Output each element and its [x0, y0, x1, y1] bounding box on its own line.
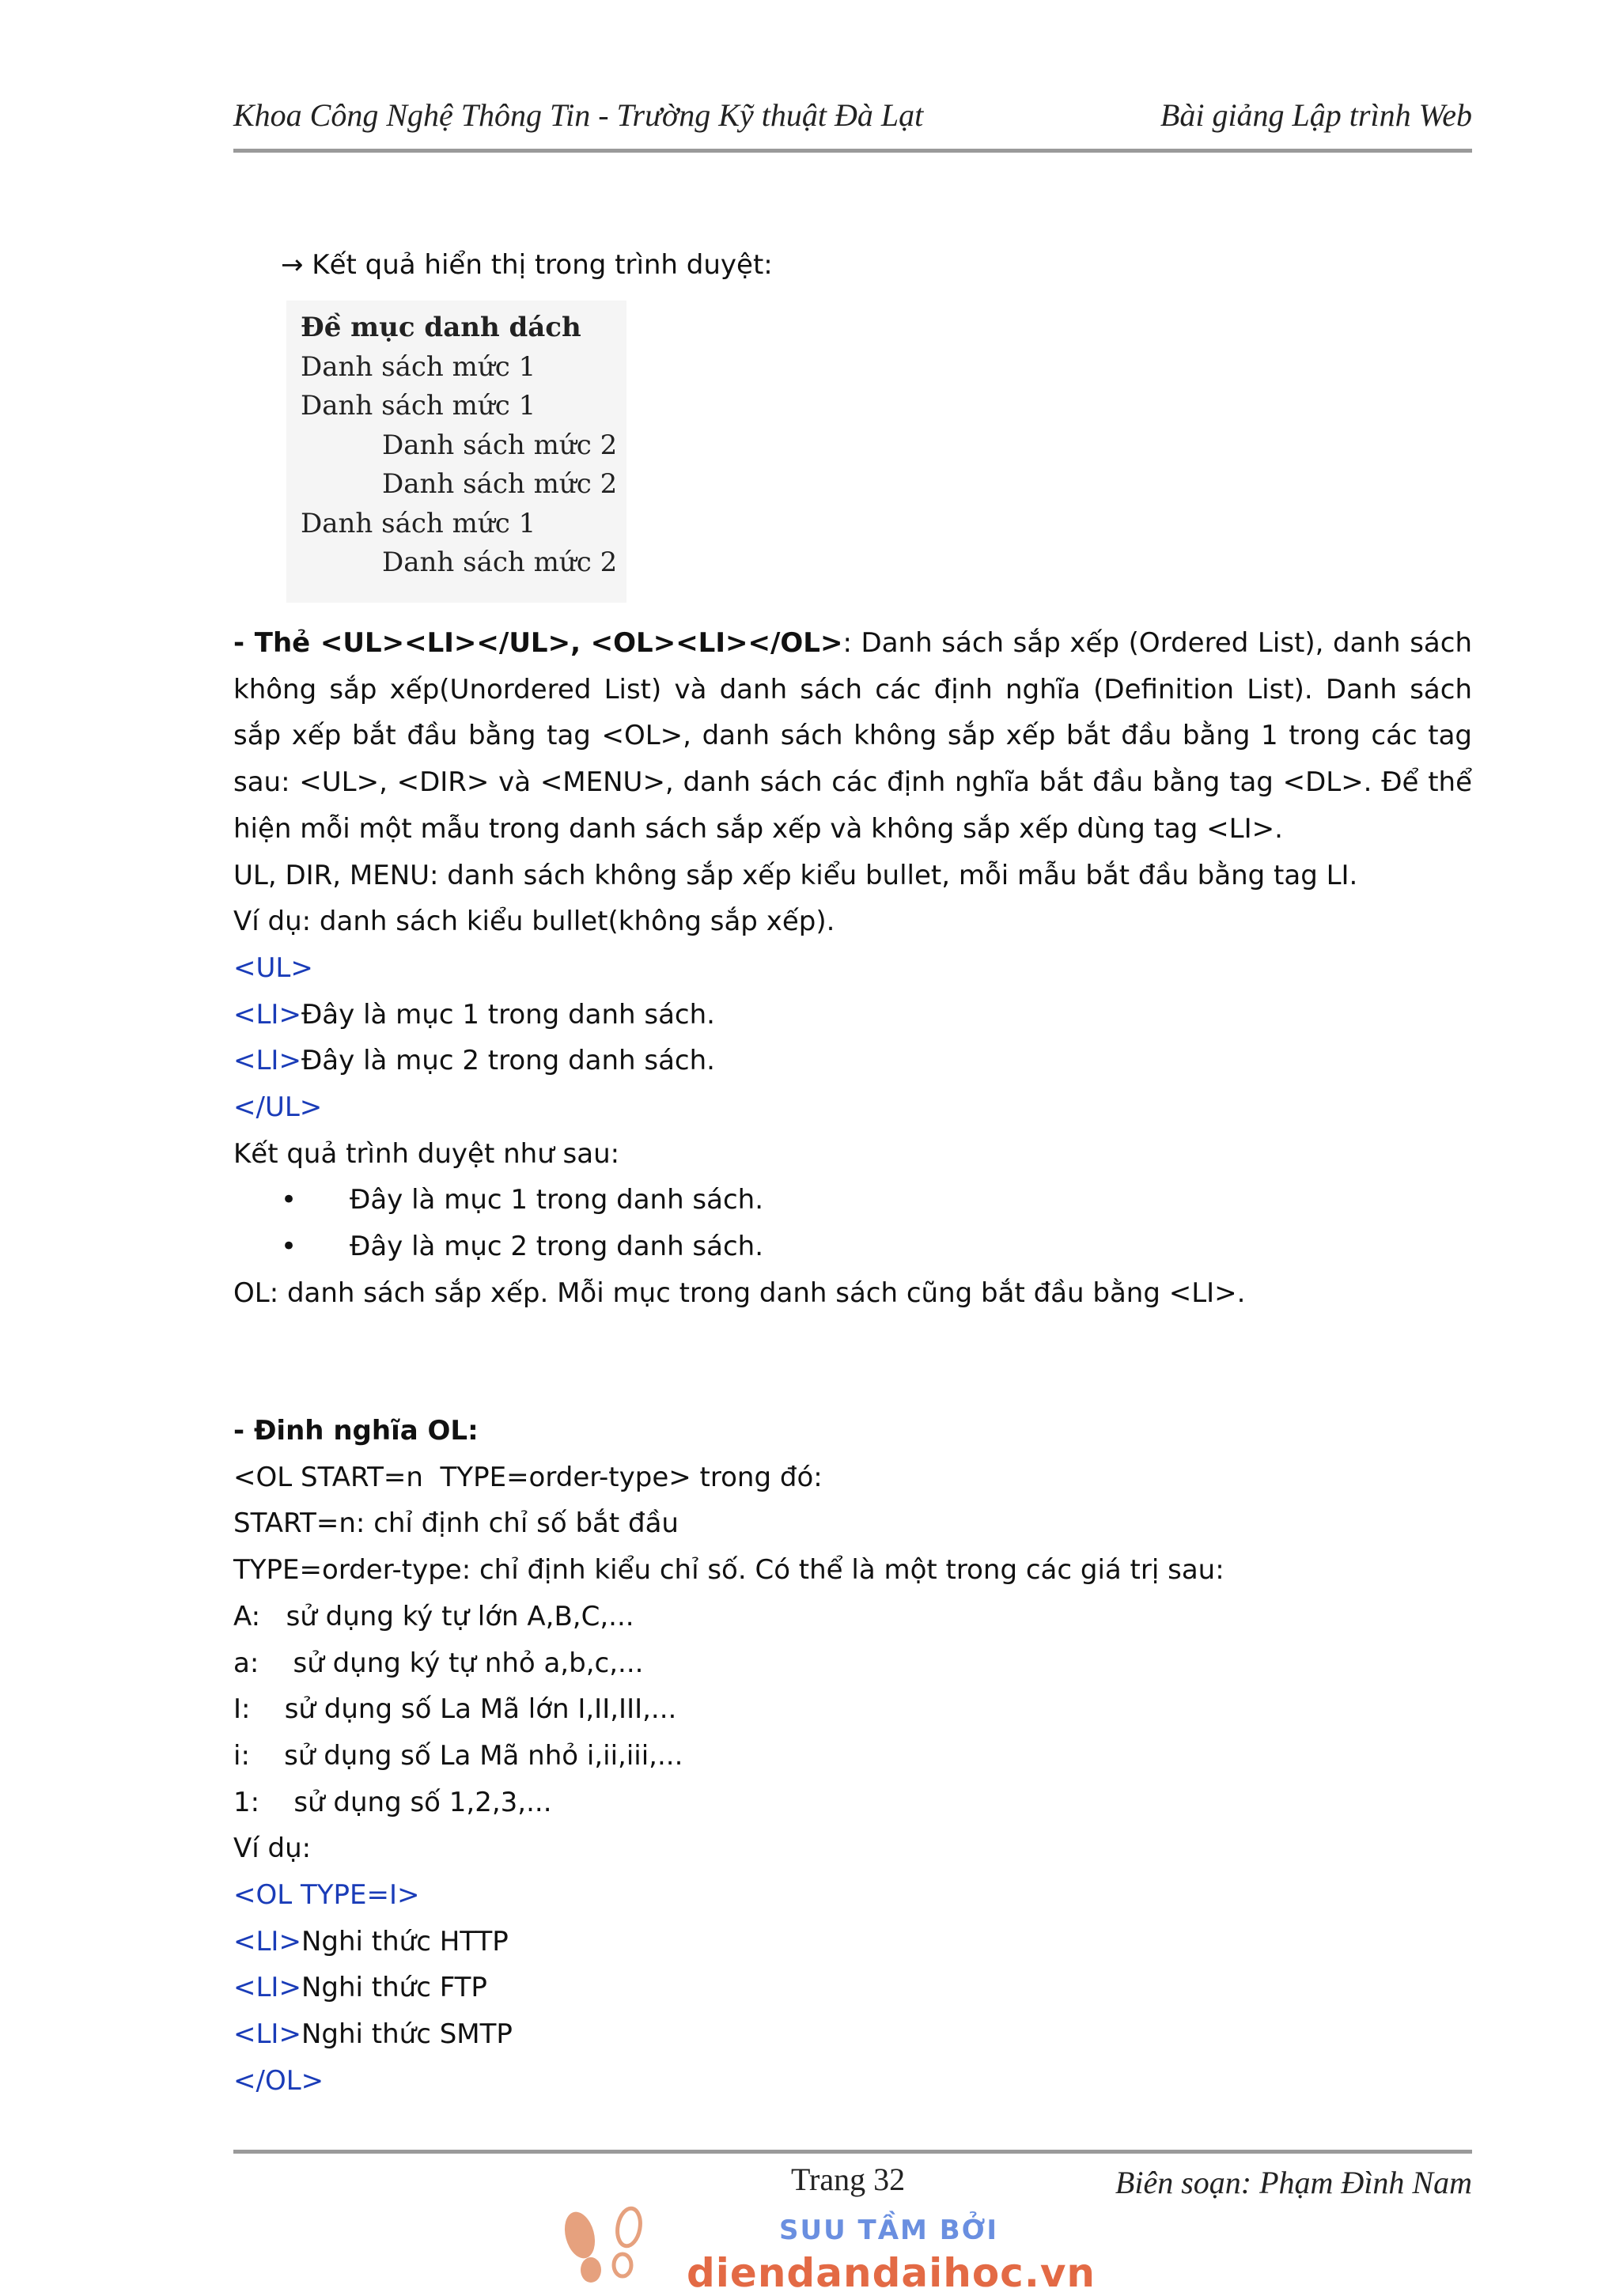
- type-option: [233, 1640, 1472, 1687]
- type-value: sử dụng số La Mã nhỏ i,ii,iii,...: [284, 1739, 683, 1772]
- type-value: sử dụng ký tự lớn A,B,C,...: [286, 1600, 634, 1632]
- code-ol-open: <OL TYPE=I>: [233, 1879, 420, 1912]
- render-item: Danh sách mức 1: [301, 390, 536, 422]
- bullet-dot-icon: •: [281, 1184, 297, 1216]
- code-li-line: [233, 1038, 1472, 1084]
- section1-text: : Danh sách sắp xếp (Ordered List), danh sách không sắp xếp(Unordered List) và danh sách các định nghĩa (Definition List). Danh sách sắp xếp bắt đầu bằng tag <OL>, danh sách không sắp xếp bắt đầu bằng 1 trong các tag sau: <UL>, <DIR> và <MENU>, danh sách các định nghĩa bắt đầu bằng tag <DL>. Để thể hiện mỗi một mẫu trong danh sách sắp xếp và không sắp xếp dùng tag <LI>.: [233, 627, 1472, 845]
- code-li-line: [233, 992, 1472, 1038]
- type-key: 1:: [233, 1786, 260, 1818]
- header-rule: [233, 149, 1472, 153]
- example-line: Ví dụ:: [233, 1833, 312, 1865]
- code-ul-close: </UL>: [233, 1091, 323, 1124]
- header-faculty: Khoa Công Nghệ Thông Tin - Trường Kỹ thuật Đà Lạt: [233, 97, 924, 133]
- bullet-text: Đây là mục 1 trong danh sách.: [350, 1184, 764, 1216]
- type-option: [233, 1686, 1472, 1733]
- section-ol-definition: [233, 1408, 1472, 2105]
- code-li-line: [233, 1965, 1472, 2011]
- footprint-logo-icon: [518, 2197, 676, 2292]
- type-option: [233, 1594, 1472, 1640]
- code-li-tag: <LI>: [233, 1925, 301, 1957]
- code-li-text: Đây là mục 1 trong danh sách.: [301, 998, 715, 1031]
- header-course: Bài giảng Lập trình Web: [1160, 97, 1472, 133]
- type-key: i:: [233, 1739, 250, 1772]
- bullet-text: Đây là mục 2 trong danh sách.: [350, 1231, 764, 1263]
- type-value: sử dụng ký tự nhỏ a,b,c,...: [293, 1647, 644, 1679]
- render-heading: Đề mục danh dách: [301, 312, 581, 343]
- ol-syntax: <OL START=n TYPE=order-type> trong đó:: [233, 1461, 823, 1493]
- section-list-tags: [233, 620, 1472, 1317]
- type-option: [233, 1780, 1472, 1826]
- render-item: Danh sách mức 2: [382, 468, 618, 500]
- bullet-item: [233, 1224, 1472, 1270]
- browser-render-preview: [286, 301, 626, 603]
- type-key: I:: [233, 1693, 251, 1726]
- footer-rule: [233, 2150, 1472, 2154]
- section2-heading: - Đinh nghĩa OL:: [233, 1415, 479, 1447]
- bullet-dot-icon: •: [281, 1231, 297, 1263]
- code-ul-open: <UL>: [233, 951, 313, 984]
- code-li-line: [233, 2011, 1472, 2058]
- start-desc: START=n: chỉ định chỉ số bắt đầu: [233, 1507, 679, 1540]
- section1-lead: - Thẻ <UL><LI></UL>, <OL><LI></OL>: [233, 627, 843, 659]
- code-li-tag: <LI>: [233, 1972, 301, 2004]
- code-li-text: Nghi thức HTTP: [301, 1925, 509, 1957]
- code-li-tag: <LI>: [233, 2018, 301, 2051]
- render-item: Danh sách mức 1: [301, 350, 536, 383]
- code-li-text: Đây là mục 2 trong danh sách.: [301, 1045, 715, 1077]
- type-value: sử dụng số La Mã lớn I,II,III,...: [284, 1693, 677, 1726]
- example-line: Ví dụ: danh sách kiểu bullet(không sắp xếp).: [233, 906, 835, 938]
- code-li-tag: <LI>: [233, 1045, 301, 1077]
- type-value: sử dụng số 1,2,3,...: [293, 1786, 552, 1818]
- watermark-site: diendandaihoc.vn: [687, 2250, 1096, 2296]
- section1-paragraph: [233, 620, 1472, 853]
- footer-author: Biên soạn: Phạm Đình Nam: [1115, 2165, 1472, 2200]
- type-key: A:: [233, 1600, 261, 1632]
- type-desc: TYPE=order-type: chỉ định kiểu chỉ số. Có thể là một trong các giá trị sau:: [233, 1554, 1224, 1587]
- code-li-tag: <LI>: [233, 998, 301, 1031]
- type-option: [233, 1733, 1472, 1780]
- render-item: Danh sách mức 1: [301, 507, 536, 539]
- ol-description: OL: danh sách sắp xếp. Mỗi mục trong danh sách cũng bắt đầu bằng <LI>.: [233, 1277, 1246, 1309]
- code-ol-close: </OL>: [233, 2064, 324, 2097]
- render-item: Danh sách mức 2: [382, 429, 618, 461]
- intro-line: → Kết quả hiển thị trong trình duyệt:: [281, 249, 773, 281]
- bullet-item: [233, 1177, 1472, 1224]
- page-number: Trang 32: [791, 2162, 906, 2197]
- code-li-text: Nghi thức FTP: [301, 1972, 487, 2004]
- code-li-text: Nghi thức SMTP: [301, 2018, 513, 2051]
- type-key: a:: [233, 1647, 259, 1679]
- code-li-line: [233, 1919, 1472, 1965]
- result-line: Kết quả trình duyệt như sau:: [233, 1137, 620, 1170]
- ul-description: UL, DIR, MENU: danh sách không sắp xếp kiểu bullet, mỗi mẫu bắt đầu bằng tag LI.: [233, 859, 1358, 891]
- render-item: Danh sách mức 2: [382, 547, 618, 578]
- watermark-caption: SUU TẦM BỞI: [779, 2215, 998, 2246]
